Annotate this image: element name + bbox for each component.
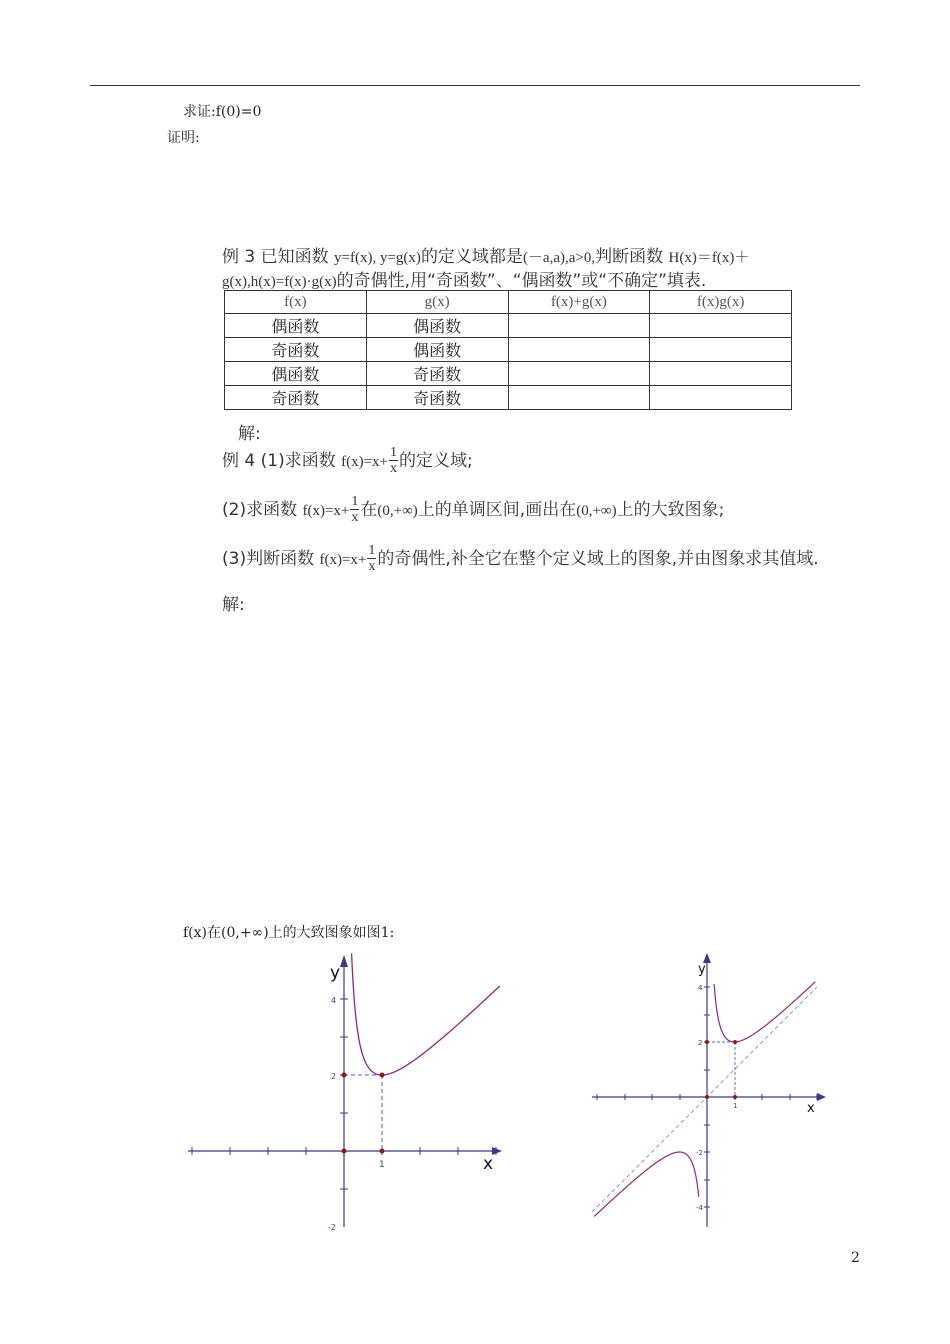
example4-function: f(x)=x+ — [319, 552, 367, 568]
example4-part2-text: 上的单调区间,画出在 — [417, 500, 577, 520]
table-cell-blank[interactable] — [508, 314, 650, 338]
table-cell: 奇函数 — [225, 386, 367, 410]
example3-instruction: 的奇偶性,用“奇函数”、“偶函数”或“不确定”填表. — [336, 271, 707, 291]
table-row — [225, 362, 792, 386]
example4-part1-intro: 例 4 (1)求函数 — [222, 451, 342, 471]
asymptote-line — [592, 987, 817, 1212]
graph-2 — [588, 945, 833, 1230]
table-row — [225, 314, 792, 338]
axis-point — [705, 1040, 709, 1044]
minimum-point — [733, 1040, 737, 1044]
y-tick-label: 4 — [698, 984, 703, 992]
table-header: f(x)+g(x) — [508, 291, 650, 314]
function-curve-right — [714, 982, 815, 1042]
example3-solution-label: 解: — [238, 424, 261, 444]
example3-h: g(x),h(x)=f(x)·g(x) — [222, 274, 337, 290]
y-tick-label: -2 — [328, 1223, 336, 1230]
axis-point — [342, 1073, 347, 1078]
axis-point — [733, 1095, 737, 1099]
table-cell-blank[interactable] — [508, 362, 650, 386]
minimum-point — [380, 1073, 385, 1078]
origin-point — [342, 1149, 347, 1154]
table-cell: 偶函数 — [366, 338, 508, 362]
example4-part2-intro: (2)求函数 — [222, 500, 303, 520]
example4-solution-label: 解: — [222, 595, 245, 615]
table-header: f(x) — [225, 291, 367, 314]
fraction-denominator: x — [368, 559, 376, 574]
y-tick-label: 2 — [331, 1072, 337, 1081]
table-cell-blank[interactable] — [650, 314, 792, 338]
table-cell-blank[interactable] — [508, 386, 650, 410]
fraction — [389, 446, 398, 476]
graph-1 — [180, 945, 510, 1230]
table-row — [225, 338, 792, 362]
fraction — [350, 495, 359, 525]
x-tick-label: 1 — [733, 1102, 738, 1110]
example4-part3-question: 的奇偶性,补全它在整个定义域上的图象,并由图象求其值域. — [377, 549, 819, 569]
function-curve-left — [594, 1152, 699, 1216]
x-axis-arrow-icon — [492, 1147, 502, 1155]
table-cell: 奇函数 — [225, 338, 367, 362]
table-cell-blank[interactable] — [650, 338, 792, 362]
table-cell: 奇函数 — [366, 386, 508, 410]
x-axis-label: x — [483, 1154, 494, 1174]
example4-part3 — [222, 544, 819, 574]
x-tick-label: 1 — [379, 1160, 385, 1170]
example3-line1 — [222, 242, 749, 267]
example4-function: f(x)=x+ — [302, 503, 350, 519]
table-row — [225, 386, 792, 410]
y-axis-label: y — [698, 962, 706, 977]
example4-part3-intro: (3)判断函数 — [222, 549, 320, 569]
example4-function: f(x)=x+ — [341, 454, 389, 470]
prove-statement: 求证:f(0)=0 — [183, 104, 262, 120]
x-axis-arrow-icon — [817, 1093, 826, 1101]
example3-domain-text: 的定义域都是 — [420, 247, 523, 267]
example3-judge-text: 判断函数 — [595, 247, 669, 267]
example4-interval: (0,+∞) — [576, 503, 617, 519]
origin-point — [705, 1095, 709, 1099]
table-cell-blank[interactable] — [650, 362, 792, 386]
header-rule — [90, 85, 860, 86]
parity-table — [224, 290, 792, 410]
example3-functions: y=f(x), y=g(x) — [334, 250, 421, 266]
table-cell: 偶函数 — [366, 314, 508, 338]
fraction-numerator: 1 — [390, 445, 398, 460]
page-number: 2 — [851, 1250, 860, 1266]
fraction-denominator: x — [390, 461, 398, 476]
table-header: f(x)g(x) — [650, 291, 792, 314]
fraction-denominator: x — [351, 510, 359, 525]
example4-part2 — [222, 495, 724, 525]
fraction-numerator: 1 — [368, 543, 376, 558]
example4-part1 — [222, 446, 473, 476]
example4-interval: (0,+∞) — [377, 503, 418, 519]
example4-part1-question: 的定义域; — [399, 451, 473, 471]
example3-intro: 例 3 已知函数 — [222, 247, 335, 267]
table-cell: 奇函数 — [366, 362, 508, 386]
y-tick-label: 2 — [698, 1039, 703, 1047]
x-axis-label: x — [807, 1101, 815, 1116]
example3-interval: (－a,a),a>0, — [522, 250, 596, 266]
proof-label: 证明: — [167, 130, 200, 146]
y-tick-label: -2 — [696, 1149, 703, 1157]
fraction-numerator: 1 — [351, 494, 359, 509]
table-cell-blank[interactable] — [508, 338, 650, 362]
table-cell: 偶函数 — [225, 362, 367, 386]
axis-point — [380, 1149, 385, 1154]
figure-caption: f(x)在(0,+∞)上的大致图象如图1: — [183, 925, 395, 941]
table-header: g(x) — [366, 291, 508, 314]
table-cell: 偶函数 — [225, 314, 367, 338]
y-tick-label: 4 — [331, 996, 337, 1005]
fraction — [367, 544, 376, 574]
y-axis-label: y — [330, 963, 341, 983]
example4-part2-text: 上的大致图象; — [616, 500, 725, 520]
example3-H: H(x)＝f(x)＋ — [668, 250, 750, 266]
function-curve — [352, 953, 500, 1075]
y-tick-label: -4 — [696, 1204, 703, 1212]
table-cell-blank[interactable] — [650, 386, 792, 410]
example4-part2-text: 在 — [360, 500, 378, 520]
table-header-row — [225, 291, 792, 314]
example3-line2 — [222, 266, 706, 291]
y-axis-arrow-icon — [340, 955, 348, 967]
